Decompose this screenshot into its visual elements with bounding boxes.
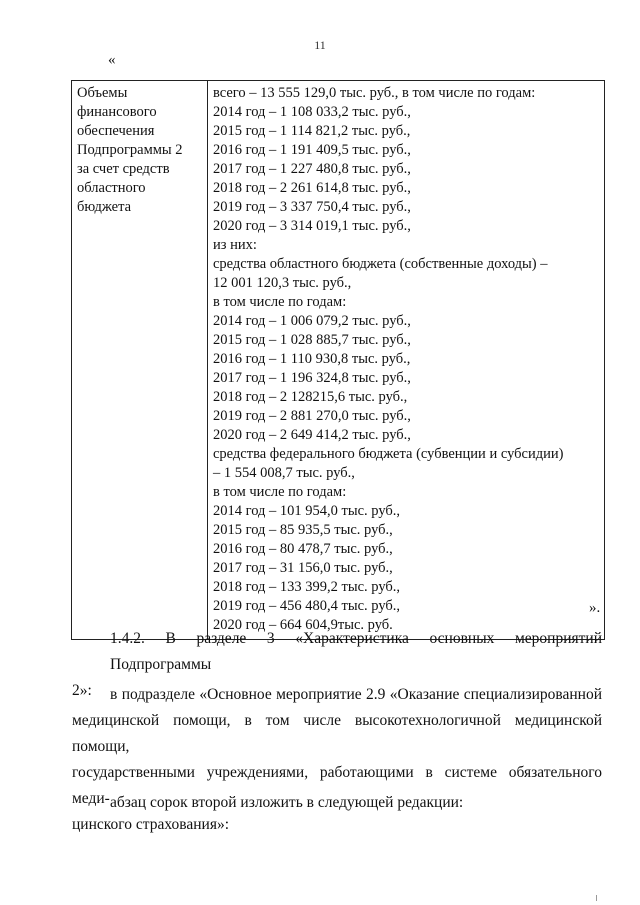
value-line: 2018 год – 133 399,2 тыс. руб., <box>213 579 401 595</box>
paragraph-instruction <box>72 790 602 816</box>
value-line: 2014 год – 1 108 033,2 тыс. руб., <box>213 104 411 120</box>
value-line: 2017 год – 31 156,0 тыс. руб., <box>213 560 393 576</box>
value-line: средства областного бюджета (собственные доходы) – <box>213 256 548 272</box>
label-line: финансового <box>77 104 157 120</box>
value-line: 2014 год – 101 954,0 тыс. руб., <box>213 503 401 519</box>
value-line: – 1 554 008,7 тыс. руб., <box>213 465 355 481</box>
value-line: всего – 13 555 129,0 тыс. руб., в том числе по годам: <box>213 85 536 101</box>
value-line: 2015 год – 85 935,5 тыс. руб., <box>213 522 393 538</box>
paragraph-line: абзац сорок второй изложить в следующей редакции: <box>110 794 464 811</box>
paragraph-line: 1.4.2. В разделе 3 «Характеристика основных мероприятий Подпрограммы <box>110 630 602 673</box>
value-line: 2016 год – 1 110 930,8 тыс. руб., <box>213 351 411 367</box>
paragraph-line: государственными учреждениями, работающими в системе обязательного меди- <box>72 764 602 807</box>
value-line: 2019 год – 456 480,4 тыс. руб., <box>213 598 401 614</box>
value-line: 2017 год – 1 227 480,8 тыс. руб., <box>213 161 411 177</box>
value-line: 2016 год – 80 478,7 тыс. руб., <box>213 541 393 557</box>
value-line: 12 001 120,3 тыс. руб., <box>213 275 352 291</box>
label-line: бюджета <box>77 199 132 215</box>
closing-quote: ». <box>589 600 601 616</box>
label-line: за счет средств <box>77 161 170 177</box>
value-line: в том числе по годам: <box>213 294 347 310</box>
value-cell <box>208 81 605 640</box>
label-line: Подпрограммы 2 <box>77 142 183 158</box>
paragraph-line: в подразделе «Основное мероприятие 2.9 «Оказание специализированной <box>110 686 602 703</box>
paragraph-line: медицинской помощи, в том числе высокотехнологичной медицинской помощи, <box>72 712 602 755</box>
value-line: 2017 год – 1 196 324,8 тыс. руб., <box>213 370 411 386</box>
value-line: 2020 год – 3 314 019,1 тыс. руб., <box>213 218 411 234</box>
paragraph-line: 2»: <box>72 682 92 699</box>
value-line: 2019 год – 3 337 750,4 тыс. руб., <box>213 199 411 215</box>
label-line: Объемы <box>77 85 128 101</box>
label-line: областного <box>77 180 146 196</box>
financing-table <box>71 80 605 640</box>
value-line: 2018 год – 2 261 614,8 тыс. руб., <box>213 180 411 196</box>
value-line: 2020 год – 2 649 414,2 тыс. руб., <box>213 427 411 443</box>
value-line: 2015 год – 1 114 821,2 тыс. руб., <box>213 123 411 139</box>
value-line: 2019 год – 2 881 270,0 тыс. руб., <box>213 408 411 424</box>
value-line: в том числе по годам: <box>213 484 347 500</box>
value-line: 2018 год – 2 128215,6 тыс. руб., <box>213 389 408 405</box>
value-line: 2015 год – 1 028 885,7 тыс. руб., <box>213 332 411 348</box>
page-number: 11 <box>314 38 326 52</box>
label-line: обеспечения <box>77 123 155 139</box>
opening-quote: « <box>108 52 116 68</box>
label-cell <box>72 81 208 640</box>
paragraph-line: цинского страхования»: <box>72 816 230 833</box>
scan-edge-mark <box>596 895 597 901</box>
value-line: из них: <box>213 237 257 253</box>
value-line: 2014 год – 1 006 079,2 тыс. руб., <box>213 313 411 329</box>
value-line: средства федерального бюджета (субвенции и субсидии) <box>213 446 564 462</box>
table-row <box>72 81 605 640</box>
value-line: 2016 год – 1 191 409,5 тыс. руб., <box>213 142 411 158</box>
value-line: 2020 год – 664 604,9тыс. руб. <box>213 617 393 633</box>
